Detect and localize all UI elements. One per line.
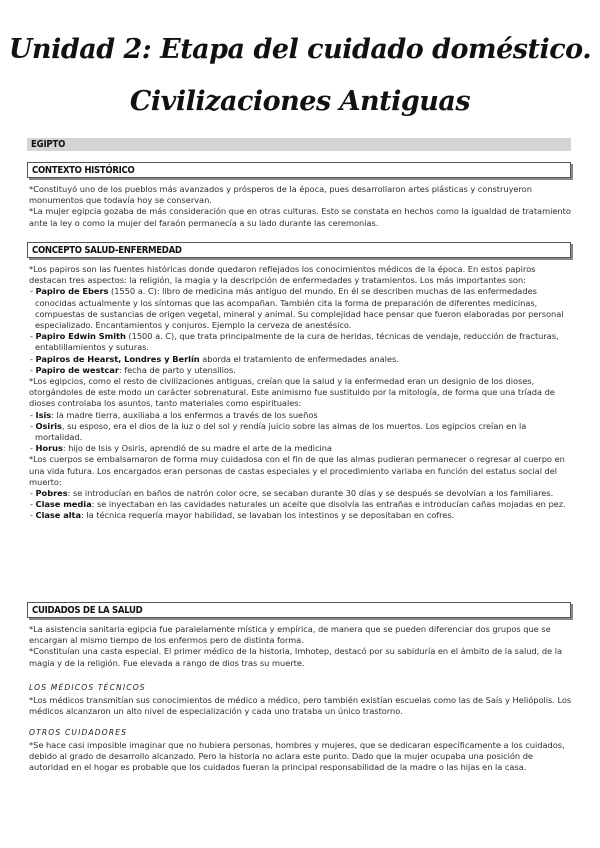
cuerpos-intro: *Los cuerpos se embalsamaron de forma muy cuidadosa con el fin de que las almas pudieran permanecer o regresar al cuerpo en una vida futura. Los encargados eran personas de castas especiales y el procedimiento variaba en función del estatus social del muerto: bbox=[29, 454, 565, 487]
dios-desc: : hijo de Isis y Osiris, aprendió de su madre el arte de la medicina bbox=[62, 443, 332, 454]
contexto-p2: *La mujer egipcia gozaba de más consideración que en otras culturas. Esto se constata en hechos como la igualdad de tratamiento ante la ley o como la mujer del faraón permanecía a su lado durante las ceremonias. bbox=[29, 206, 571, 228]
dios-desc: : la madre tierra, auxiliaba a los enfermos a través de los sueños bbox=[51, 409, 318, 420]
heading-cuidados-salud: CUIDADOS DE LA SALUD bbox=[27, 602, 571, 618]
list-item: - Papiro de westcar: fecha de parto y utensilios. bbox=[30, 364, 236, 375]
otros-text bbox=[29, 740, 574, 774]
subheading-otros-cuidadores: OTROS CUIDADORES bbox=[29, 728, 128, 737]
list-item: - Papiro de Ebers (1550 a. C): libro de medicina más antiguo del mundo. En él se describen muchas de las enfermedades conocidas actualmente y los síntomas que las acompañan. También cita la forma de preparación de diferentes medicinas, compuestas de sustancias de origen vegetal, mineral y animal. Su complejidad hace pensar que fueron elaboradas por personal especializado. Encantamientos y conjuros. Ejemplo la cerveza de anestésico. bbox=[30, 286, 564, 331]
list-item: - Clase alta: la técnica requería mayor habilidad, se lavaban los intestinos y se depositaban en cofres. bbox=[30, 510, 455, 521]
clase-desc: : la técnica requería mayor habilidad, se lavaban los intestinos y se depositaban en cofres. bbox=[81, 510, 455, 521]
papiro-name: Papiro de westcar bbox=[35, 364, 119, 375]
dios-name: Horus bbox=[35, 443, 63, 454]
list-item: - Osiris, su esposo, era el dios de la luz o del sol y rendía juicio sobre las almas de los muertos. Los egipcios creían en la mortalidad. bbox=[30, 420, 527, 443]
section-heading-egipto: EGIPTO bbox=[27, 138, 571, 151]
page-subtitle: Civilizaciones Antiguas bbox=[129, 86, 471, 117]
dioses-intro: *Los egipcios, como el resto de civilizaciones antiguas, creían que la salud y la enfermedad eran un designio de los dioses, otorgándoles de este modo un carácter sobrenatural. Este animismo fue sustituido por la mitología, de forma que una tríada de dioses controlaba los asuntos, tanto materiales como espirituales: bbox=[29, 376, 555, 409]
list-item: - Clase media: se inyectaban en las cavidades naturales un aceite que disolvía las entrañas e introducían cañas mojadas en pez. bbox=[30, 499, 566, 510]
contexto-text bbox=[29, 184, 574, 229]
clase-desc: : se introducían en baños de natrón color ocre, se secaban durante 30 días y se después se devolvían a los familiares. bbox=[67, 488, 554, 499]
papiros-intro: *Los papiros son las fuentes históricas donde quedaron reflejados los conocimientos médicos de la época. En estos papiros destacan tres aspectos: la religión, la magia y la descripción de enfermedades y tratamientos. Los más importantes son: bbox=[29, 264, 536, 286]
cuidados-p1: *La asistencia sanitaria egipcia fue paralelamente mística y empírica, de manera que se pueden diferenciar dos grupos que se encargan al mismo tiempo de los enfermos pero de distinta forma. bbox=[29, 624, 551, 646]
dios-name: Isis bbox=[35, 409, 52, 420]
concepto-text bbox=[29, 264, 574, 522]
papiro-desc: : fecha de parto y utensilios. bbox=[118, 364, 236, 375]
clase-name: Clase media bbox=[35, 499, 92, 510]
heading-contexto-historico: CONTEXTO HISTÓRICO bbox=[27, 162, 571, 178]
papiro-name: Papiros de Hearst, Londres y Berlín bbox=[35, 353, 200, 364]
subheading-medicos-tecnicos: LOS MÉDICOS TÉCNICOS bbox=[29, 683, 146, 692]
clase-name: Clase alta bbox=[35, 510, 82, 521]
contexto-p1: *Constituyó uno de los pueblos más avanzados y prósperos de la época, pues desarrollaron artes plásticas y construyeron monumentos que todavía hoy se conservan. bbox=[29, 184, 532, 206]
dios-name: Osiris bbox=[35, 420, 62, 431]
clase-name: Pobres bbox=[35, 488, 68, 499]
list-item: - Papiros de Hearst, Londres y Berlín aborda el tratamiento de enfermedades anales. bbox=[30, 353, 399, 364]
dios-desc: , su esposo, era el dios de la luz o del sol y rendía juicio sobre las almas de los muertos. Los egipcios creían en la mortalidad. bbox=[35, 420, 527, 443]
papiro-desc: (1500 a. C), que trata principalmente de la cura de heridas, técnicas de vendaje, reducción de fracturas, entablillamientos y suturas. bbox=[35, 331, 559, 353]
medicos-text bbox=[29, 695, 574, 717]
list-item: - Horus: hijo de Isis y Osiris, aprendió de su madre el arte de la medicina bbox=[30, 443, 332, 454]
medicos-p: *Los médicos transmitían sus conocimientos de médico a médico, pero también existían escuelas como las de Saís y Heliópolis. Los médicos alcanzaron un alto nivel de especialización y cada uno trataba un único trastorno. bbox=[29, 695, 572, 717]
papiro-desc: (1550 a. C): libro de medicina más antiguo del mundo. En él se describen muchas de las enfermedades conocidas actualmente y los síntomas que las acompañan. También cita la forma de preparación de diferentes medicinas, compuestas de sustancias de origen vegetal, mineral y animal. Su complejidad hace pensar que fueron elaboradas por personal especializado. Encantamientos y conjuros. Ejemplo la cerveza de anestésico. bbox=[35, 286, 564, 331]
clase-desc: : se inyectaban en las cavidades naturales un aceite que disolvía las entrañas e introducían cañas mojadas en pez. bbox=[91, 499, 566, 510]
list-item: - Pobres: se introducían en baños de natrón color ocre, se secaban durante 30 días y se después se devolvían a los familiares. bbox=[30, 488, 554, 499]
papiro-name: Papiro Edwin Smith bbox=[35, 331, 126, 342]
cuidados-p2: *Constituían una casta especial. El primer médico de la historia, Imhotep, destacó por su sabiduría en el ámbito de la salud, de la magia y de la religión. Fue elevada a rango de dios tras su muerte. bbox=[29, 646, 562, 668]
papiro-desc: aborda el tratamiento de enfermedades anales. bbox=[199, 353, 399, 364]
list-item: - Isis: la madre tierra, auxiliaba a los enfermos a través de los sueños bbox=[30, 409, 318, 420]
heading-concepto-salud: CONCEPTO SALUD-ENFERMEDAD bbox=[27, 242, 571, 258]
list-item: - Papiro Edwin Smith (1500 a. C), que trata principalmente de la cura de heridas, técnicas de vendaje, reducción de fracturas, entablillamientos y suturas. bbox=[30, 331, 559, 353]
papiro-name: Papiro de Ebers bbox=[35, 286, 109, 297]
cuidados-text bbox=[29, 624, 574, 669]
otros-p: *Se hace casi imposible imaginar que no hubiera personas, hombres y mujeres, que se dedicaran específicamente a los cuidados, debido al grado de desarrollo alcanzado. Pero la historia no aclara este punto. Dado que la mujer ocupaba una posición de autoridad en el hogar es probable que los cuidados fueran la principal responsabilidad de la madre o las hijas en la casa. bbox=[29, 740, 565, 773]
page-title: Unidad 2: Etapa del cuidado doméstico. bbox=[8, 34, 592, 65]
